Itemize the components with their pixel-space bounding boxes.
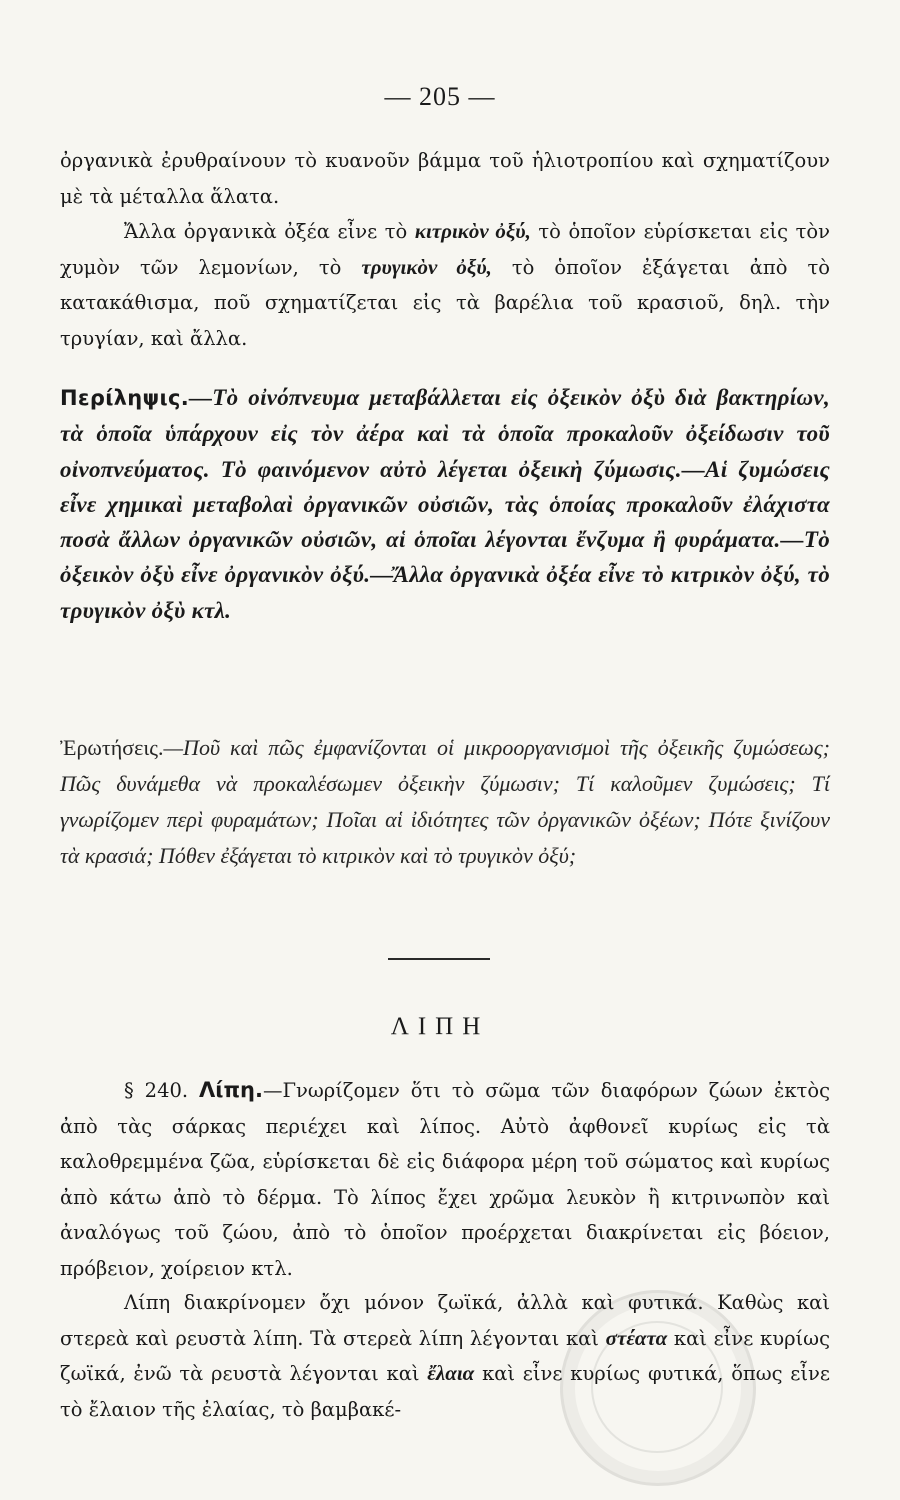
stearins-term: στέατα: [605, 1325, 668, 1350]
fats-text-2: καὶ εἶνε κυρίως ζωϊκά, ἐνῶ τὰ ρευστὰ λέγονται καὶ: [60, 1326, 831, 1385]
summary-label: Περίληψις.: [60, 386, 189, 410]
section-title: ΛΙΠΗ: [390, 1013, 490, 1040]
fats-text-1: Λίπη διακρίνομεν ὄχι μόνον ζωϊκά, ἀλλὰ καὶ φυτικά. Καθὼς καὶ στερεὰ καὶ ρευστὰ λίπη. Τὰ στερεὰ λίπη λέγονται καὶ: [60, 1291, 830, 1350]
tartaric-acid-term: τρυγικὸν ὀξύ,: [361, 254, 492, 279]
questions-paragraph: [60, 730, 830, 874]
section-240-paragraph: [60, 1073, 830, 1286]
fats-paragraph: [60, 1285, 830, 1427]
questions-text: —Ποῦ καὶ πῶς ἐμφανίζονται οἱ μικροοργανισμοὶ τῆς ὀξεικῆς ζυμώσεως; Πῶς δυνάμεθα νὰ προκαλέσωμεν ὀξεικὴν ζύμωσιν; Τί καλοῦμεν ζυμώσεις; Τί γνωρίζομεν περὶ φυραμάτων; Ποῖαι αἱ ἰδιότητες τῶν ὀργανικῶν ὀξέων; Πότε ξινίζουν τὰ κρασιά; Πόθεν ἐξάγεται τὸ κιτρικὸν καὶ τὸ τρυγικὸν ὀξύ;: [60, 735, 830, 868]
oils-term: ἔλαια: [427, 1361, 475, 1385]
summary-paragraph: [60, 380, 830, 628]
page-number: — 205 —: [384, 82, 496, 111]
fats-text-3: καὶ εἶνε κυρίως φυτικά, ὅπως εἶνε τὸ ἔλαιον τῆς ἐλαίας, τὸ βαμβακέ-: [60, 1362, 831, 1421]
summary-text: —Τὸ οἰνόπνευμα μεταβάλλεται εἰς ὀξεικὸν ὀξὺ διὰ βακτηρίων, τὰ ὁποῖα ὑπάρχουν εἰς τὸν ἀέρα καὶ τὰ ὁποῖα προκαλοῦν ὀξείδωσιν τοῦ οἰνοπνεύματος. Τὸ φαινόμενον αὐτὸ λέγεται ὀξεικὴ ζύμωσις.—Αἱ ζυμώσεις εἶνε χημικαὶ μεταβολαὶ ὀργανικῶν οὐσιῶν, τὰς ὁποίας προκαλοῦν ἐλάχιστα ποσὰ ἄλλων ὀργανικῶν οὐσιῶν, αἱ ὁποῖαι λέγονται ἔνζυμα ἢ φυράματα.—Τὸ ὀξεικὸν ὀξὺ εἶνε ὀργανικὸν ὀξύ.—Ἄλλα ὀργανικὰ ὀξέα εἶνε τὸ κιτρικὸν ὀξύ, τὸ τρυγικὸν ὀξὺ κτλ.: [60, 385, 830, 623]
section-240-heading: Λίπη.: [199, 1078, 263, 1102]
section-240-text: —Γνωρίζομεν ὅτι τὸ σῶμα τῶν διαφόρων ζώων ἐκτὸς ἀπὸ τὰς σάρκας περιέχει καὶ λίπος. Αὐτὸ ἀφθονεῖ κυρίως εἰς τὰ καλοθρεμμένα ζῶα, εὑρίσκεται δὲ εἰς διάφορα μέρη τοῦ σώματος καὶ κυρίως ἀπὸ κάτω ἀπὸ τὸ δέρμα. Τὸ λίπος ἔχει χρῶμα λευκὸν ἢ κιτρινωπὸν καὶ ἀναλόγως τοῦ ζώου, ἀπὸ τὸ ὁποῖον προέρχεται διακρίνεται εἰς βόειον, πρόβειον, χοίρειον κτλ.: [60, 1079, 831, 1280]
questions-label: Ἐρωτήσεις.: [60, 735, 164, 760]
other-acids-paragraph: [60, 214, 830, 356]
other-acids-text-2: τὸ ὁποῖον εὑρίσκεται εἰς τὸν χυμὸν τῶν λεμονίων, τὸ: [60, 220, 831, 279]
intro-paragraph: ὀργανικὰ ἐρυθραίνουν τὸ κυανοῦν βάμμα τοῦ ἡλιοτροπίου καὶ σχηματίζουν μὲ τὰ μέταλλα ἅλατα.: [60, 149, 830, 208]
section-divider: [388, 958, 490, 960]
section-240-number: § 240.: [124, 1079, 189, 1102]
other-acids-text-3: τὸ ὁποῖον ἐξάγεται ἀπὸ τὸ κατακάθισμα, ποῦ σχηματίζεται εἰς τὰ βαρέλια τοῦ κρασιοῦ, δηλ. τὴν τρυγίαν, καὶ ἄλλα.: [60, 255, 830, 350]
other-acids-text-1: Ἄλλα ὀργανικὰ ὀξέα εἶνε τὸ: [124, 220, 408, 243]
citric-acid-term: κιτρικὸν ὀξύ,: [414, 219, 531, 243]
